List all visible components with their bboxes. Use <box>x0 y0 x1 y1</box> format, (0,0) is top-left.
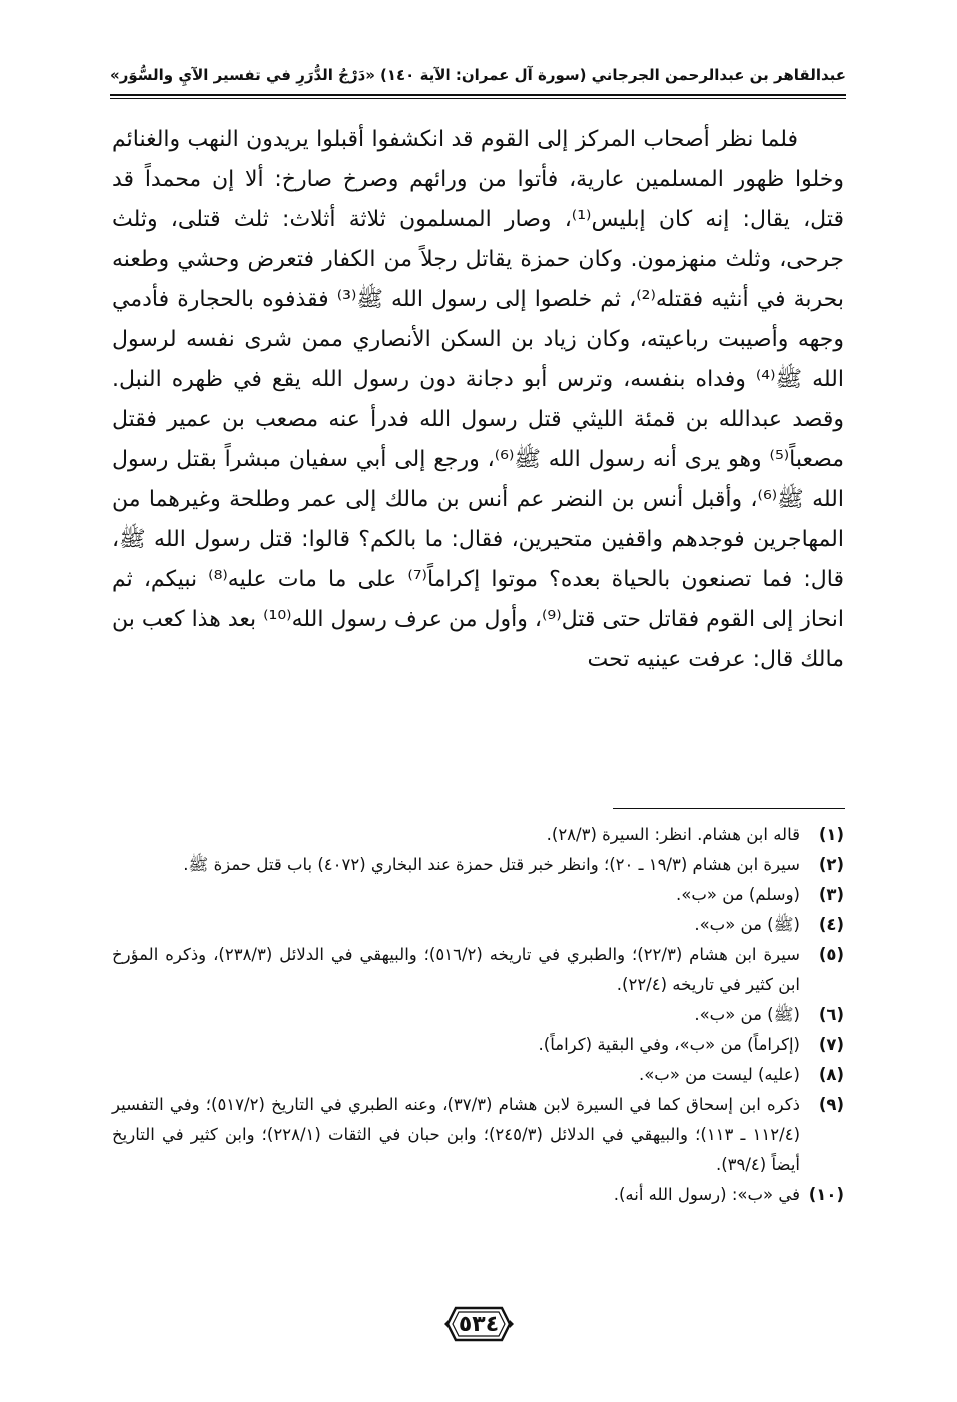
header-book-title: «دَرْجُ الدُّرَرِ في تفسير الآيِ والسُّوَر» <box>110 66 375 84</box>
footnote-number: (١٠) <box>808 1185 844 1204</box>
footnote-item <box>112 820 844 850</box>
footnote-number: (٦) <box>818 1005 844 1024</box>
footnote-text: سيرة ابن هشام (١٩/٣ ـ ٢٠)؛ وانظر خبر قتل حمزة عند البخاري (٤٠٧٢) باب قتل حمزة ﷺ. <box>183 855 800 874</box>
footnote-text: (ﷺ) من «ب». <box>694 915 800 934</box>
page-number: ٥٣٤ <box>458 1311 500 1337</box>
footnote-number: (٣) <box>818 885 844 904</box>
footnote-text: في «ب»: (رسول الله أنه). <box>613 1185 800 1204</box>
footnote-text: (وسلم) من «ب». <box>676 885 800 904</box>
footnote-text: قاله ابن هشام. انظر: السيرة (٢٨/٣). <box>546 825 800 844</box>
footnote-number: (١) <box>818 825 844 844</box>
footnotes <box>112 820 844 1210</box>
header-divider <box>110 94 846 99</box>
main-paragraph: فلما نظر أصحاب المركز إلى القوم قد انكشفوا أقبلوا يريدون النهب والغنائم وخلوا ظهور المسلمين عارية، فأتوا من ورائهم وصرخ صارخ: ألا إن محمداً قد قتل، يقال: إنه كان إبليس⁽¹⁾، وصار المسلمون ثلاثة أثلاث: ثلث قتلى، وثلث جرحى، وثلث منهزمون. وكان حمزة يقاتل رجلاً من الكفار فتعرض وحشي وطعنه بحربة في أنثيه فقتله⁽²⁾، ثم خلصوا إلى رسول الله ﷺ⁽³⁾ فقذفوه بالحجارة فأدمي وجهه وأصيبت رباعيته، وكان زياد بن السكن الأنصاري ممن شرى نفسه لرسول الله ﷺ⁽⁴⁾ وفداه بنفسه، وترس أبو دجانة دون رسول الله يقع في ظهره النبل. وقصد عبدالله بن قمئة الليثي قتل رسول الله فدرأ عنه مصعب بن عمير فقتل مصعباً⁽⁵⁾ وهو يرى أنه رسول الله ﷺ⁽⁶⁾، ورجع إلى أبي سفيان مبشراً بقتل رسول الله ﷺ⁽⁶⁾، وأقبل أنس بن النضر عم أنس بن مالك إلى عمر وطلحة وغيرهما من المهاجرين فوجدهم واقفين متحيرين، فقال: ما بالكم؟ قالوا: قتل رسول الله ﷺ، قال: فما تصنعون بالحياة بعده؟ موتوا إكراماً⁽⁷⁾ على ما مات عليه⁽⁸⁾ نبيكم، ثم انحاز إلى القوم فقاتل حتى قتل⁽⁹⁾، وأول من عرف رسول الله⁽¹⁰⁾ بعد هذا كعب بن مالك قال: عرفت عينيه تحت <box>112 127 844 672</box>
footnote-item <box>112 1060 844 1090</box>
footnote-item <box>112 850 844 880</box>
footnote-item <box>112 1030 844 1060</box>
footnote-text: ذكره ابن إسحاق كما في السيرة لابن هشام (٣٧/٣)، وعنه الطبري في التاريخ (٥١٧/٢)؛ وفي التفسير (١١٢/٤ ـ ١١٣)؛ والبيهقي في الدلائل (٢٤٥/٣)؛ وابن حبان في الثقات (٢٢٨/١)؛ وابن كثير في التاريخ أيضاً (٣٩/٤). <box>112 1095 800 1174</box>
footnote-number: (٤) <box>818 915 844 934</box>
footnote-item <box>112 940 844 1000</box>
footnote-number: (٢) <box>818 855 844 874</box>
footnote-item <box>112 910 844 940</box>
footnote-divider <box>613 808 845 809</box>
footnote-number: (٨) <box>818 1065 844 1084</box>
footnote-text: (إكراماً) من «ب»، وفي البقية (كراماً). <box>538 1035 800 1054</box>
footnote-number: (٩) <box>818 1095 844 1114</box>
footnote-item <box>112 1090 844 1180</box>
header-author: عبدالقاهر بن عبدالرحمن الجرجاني <box>591 66 846 84</box>
footnote-item <box>112 1000 844 1030</box>
footnote-number: (٧) <box>818 1035 844 1054</box>
header-section: (سورة آل عمران: الآية ١٤٠) <box>380 66 587 84</box>
footnote-number: (٥) <box>818 945 844 964</box>
footnote-text: (عليه) ليست من «ب». <box>638 1065 800 1084</box>
footnote-text: (ﷺ) من «ب». <box>694 1005 800 1024</box>
footnote-item <box>112 1180 844 1210</box>
footnote-item <box>112 880 844 910</box>
page-number-ornament <box>442 1300 516 1348</box>
main-text <box>112 120 844 680</box>
running-header <box>110 60 846 90</box>
footnote-text: سيرة ابن هشام (٢٢/٣)؛ والطبري في تاريخه (٥١٦/٢)؛ والبيهقي في الدلائل (٢٣٨/٣)، وذكره المؤرخ ابن كثير في تاريخه (٢٢/٤). <box>112 945 800 994</box>
